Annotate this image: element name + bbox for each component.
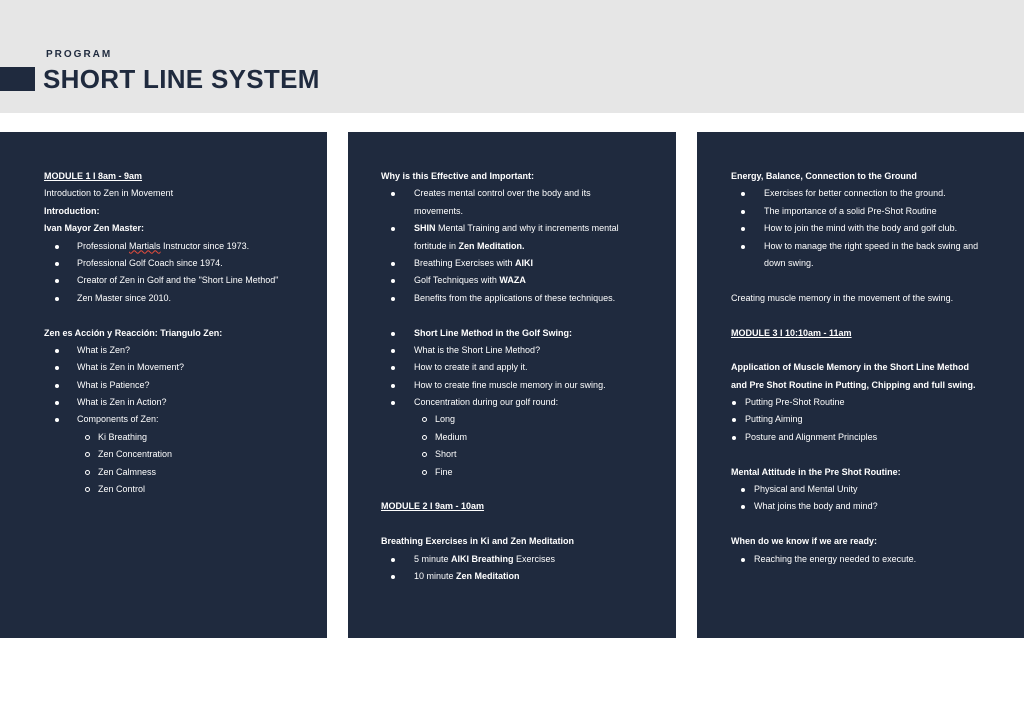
item-text: Mental Training and why it increments mental	[435, 223, 619, 234]
bold-term: Zen Meditation.	[458, 240, 525, 251]
list-item	[381, 551, 676, 568]
list-item: What is Zen in Action?	[44, 394, 327, 411]
item-text: Golf Techniques with	[414, 275, 500, 286]
module-2-panel	[348, 132, 676, 638]
item-text: Breathing Exercises with	[414, 257, 516, 268]
list-item: Exercises for better connection to the ground.	[731, 185, 1024, 202]
bold-term: AIKI Breathing	[451, 553, 514, 564]
sub-list-item: Zen Concentration	[44, 446, 327, 463]
list-item	[381, 220, 676, 237]
list-item: Creates mental control over the body and its	[381, 185, 676, 202]
spacer	[381, 307, 676, 324]
item-text-flagged: Martials	[129, 240, 161, 251]
module-2-heading: MODULE 2 I 9am - 10am	[381, 501, 485, 512]
list-item: Zen Master since 2010.	[44, 290, 327, 307]
item-text: Exercises	[513, 553, 556, 564]
energy-label: Energy, Balance, Connection to the Ground	[731, 171, 917, 181]
module-3-heading: MODULE 3 I 10:10am - 11am	[731, 327, 852, 338]
list-item-continuation	[381, 238, 676, 255]
list-item: How to join the mind with the body and golf club.	[731, 220, 1024, 237]
sub-list-item: Fine	[381, 464, 676, 481]
sub-list-item: Medium	[381, 429, 676, 446]
spacer	[381, 516, 676, 533]
item-text: Instructor since 1973.	[160, 240, 250, 251]
list-item: How to create it and apply it.	[381, 359, 676, 376]
item-text: fortitude in	[414, 240, 459, 251]
intro-text: Introduction to Zen in Movement	[44, 188, 174, 199]
item-text: Professional	[77, 240, 130, 251]
list-item-continuation: down swing.	[764, 257, 814, 268]
spacer	[381, 481, 676, 498]
list-item: Reaching the energy needed to execute.	[731, 551, 1024, 568]
breathing-label: Breathing Exercises in Ki and Zen Meditation	[381, 536, 575, 547]
list-item: Putting Pre-Shot Routine	[731, 394, 1024, 411]
sub-list-item: Zen Control	[44, 481, 327, 498]
list-item: Components of Zen:	[44, 411, 327, 428]
list-item: What is Zen in Movement?	[44, 359, 327, 376]
introduction-label: Introduction:	[44, 205, 100, 216]
list-item: Posture and Alignment Principles	[731, 429, 1024, 446]
sub-list-item: Short	[381, 446, 676, 463]
list-item	[381, 255, 676, 272]
sub-list-item: Ki Breathing	[44, 429, 327, 446]
why-label: Why is this Effective and Important:	[381, 171, 535, 181]
master-label: Ivan Mayor Zen Master:	[44, 223, 145, 234]
module-1-panel	[0, 132, 327, 638]
sub-list-item: Long	[381, 411, 676, 428]
triangle-label: Zen es Acción y Reacción: Triangulo Zen:	[44, 327, 223, 338]
list-item: Physical and Mental Unity	[731, 481, 1024, 498]
spacer	[731, 307, 1024, 324]
list-item: What joins the body and mind?	[731, 498, 1024, 515]
list-item: Benefits from the applications of these techniques.	[381, 290, 676, 307]
page-title: SHORT LINE SYSTEM	[43, 64, 320, 94]
list-item: The importance of a solid Pre-Shot Routine	[731, 203, 1024, 220]
attitude-label: Mental Attitude in the Pre Shot Routine:	[731, 466, 901, 477]
application-label-line-2: and Pre Shot Routine in Putting, Chipping and full swing.	[731, 379, 976, 390]
list-item	[381, 272, 676, 289]
list-item: How to manage the right speed in the back swing and	[731, 238, 1024, 255]
slm-label: Short Line Method in the Golf Swing:	[381, 325, 676, 342]
page-header	[0, 0, 1024, 113]
ready-label: When do we know if we are ready:	[731, 536, 878, 547]
list-item: Professional Golf Coach since 1974.	[44, 255, 327, 272]
bold-term: AIKI	[515, 257, 534, 268]
list-item: What is Zen?	[44, 342, 327, 359]
bold-term: SHIN	[414, 223, 436, 234]
list-item	[381, 568, 676, 585]
muscle-memory-text: Creating muscle memory in the movement of the swing.	[731, 292, 954, 303]
item-text: 10 minute	[414, 570, 457, 581]
spacer	[731, 342, 1024, 359]
list-item: What is the Short Line Method?	[381, 342, 676, 359]
spacer	[731, 272, 1024, 289]
module-1-heading: MODULE 1 I 8am - 9am	[44, 171, 143, 181]
bold-term: Zen Meditation	[456, 570, 520, 581]
list-item: Concentration during our golf round:	[381, 394, 676, 411]
list-item	[44, 238, 327, 255]
spacer	[731, 446, 1024, 463]
list-item: Putting Aiming	[731, 411, 1024, 428]
spacer	[44, 307, 327, 324]
bold-term: WAZA	[499, 275, 526, 286]
module-3-panel	[697, 132, 1024, 638]
list-item-continuation: movements.	[414, 205, 464, 216]
spacer	[731, 516, 1024, 533]
application-label-line-1: Application of Muscle Memory in the Short Line Method	[731, 362, 970, 373]
list-item: How to create fine muscle memory in our swing.	[381, 377, 676, 394]
item-text: 5 minute	[414, 553, 452, 564]
program-kicker: PROGRAM	[46, 49, 113, 60]
sub-list-item: Zen Calmness	[44, 464, 327, 481]
title-accent-bar	[0, 67, 35, 91]
list-item: Creator of Zen in Golf and the "Short Line Method"	[44, 272, 327, 289]
list-item: What is Patience?	[44, 377, 327, 394]
